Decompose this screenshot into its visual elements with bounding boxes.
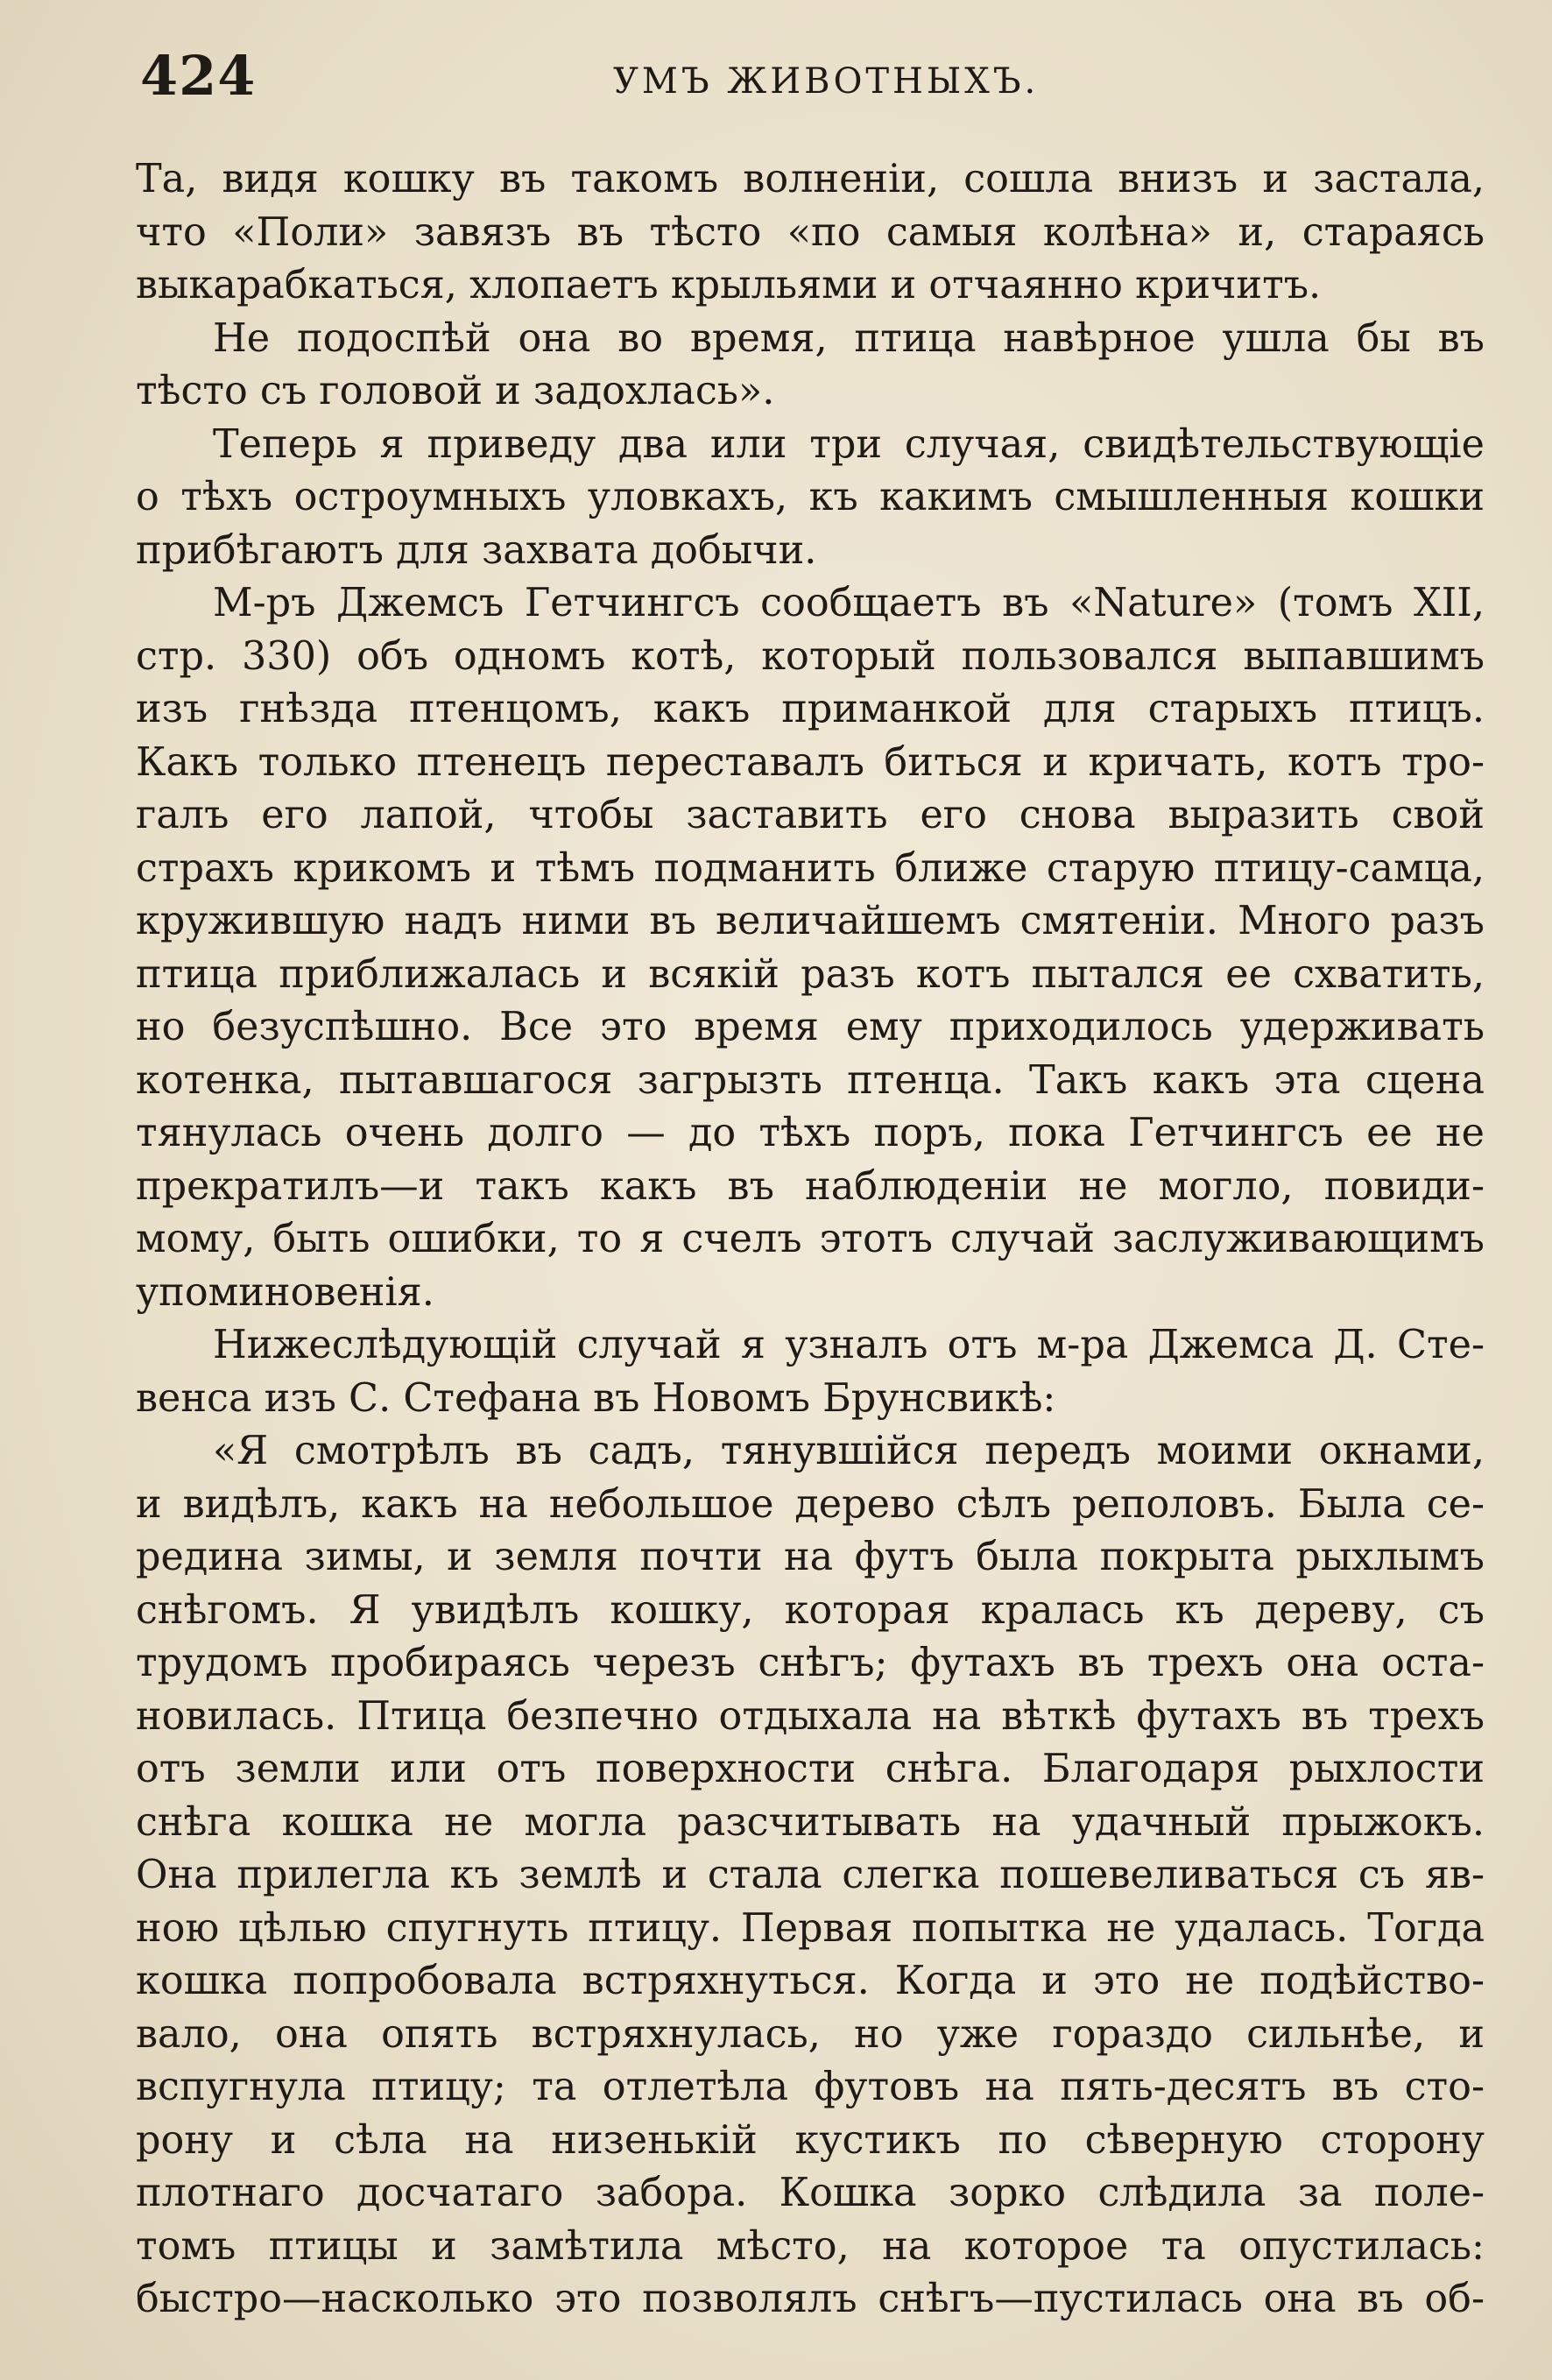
text-line: котенка, пытавшагося загрызть птенца. Такъ какъ эта сцена (136, 1057, 1485, 1103)
page-header (140, 35, 1480, 114)
text-line: кошка попробовала встряхнуться. Когда и это не подѣйство- (136, 1959, 1485, 2003)
text-line: Не подоспѣй она во время, птица навѣрное ушла бы въ (213, 315, 1485, 361)
text-line: новилась. Птица безпечно отдыхала на вѣткѣ футахъ въ трехъ (136, 1693, 1485, 1739)
text-line: венса изъ С. Стефана въ Новомъ Брунсвикѣ: (136, 1375, 1056, 1421)
text-line: М-ръ Джемсъ Гетчингсъ сообщаетъ въ «Nature» (томъ XII, (213, 581, 1485, 625)
text-line: плотнаго досчатаго забора. Кошка зорко слѣдила за поле- (136, 2171, 1485, 2215)
text-line: снѣга кошка не могла разсчитывать на удачный прыжокъ. (136, 1799, 1485, 1845)
text-line: прибѣгаютъ для захвата добычи. (136, 527, 817, 573)
text-line: выкарабкаться, хлопаетъ крыльями и отчаянно кричитъ. (136, 263, 1322, 307)
text-line: страхъ крикомъ и тѣмъ подманить ближе старую птицу-самца, (136, 845, 1485, 891)
text-line: вспугнула птицу; та отлетѣла футовъ на пять-десятъ въ сто- (136, 2065, 1485, 2109)
text-line: ною цѣлью спугнуть птицу. Первая попытка не удалась. Тогда (136, 1905, 1485, 1951)
body-text (136, 153, 1485, 2327)
text-line: птица приближалась и всякiй разъ котъ пытался ее схватить, (136, 951, 1485, 997)
text-line: о тѣхъ остроумныхъ уловкахъ, къ какимъ смышленныя кошки (136, 475, 1485, 519)
text-line: снѣгомъ. Я увидѣлъ кошку, которая кралась къ дереву, съ (136, 1587, 1485, 1633)
page-number: 424 (140, 44, 257, 108)
text-line: отъ земли или отъ поверхности снѣга. Благодаря рыхлости (136, 1747, 1485, 1791)
text-line: изъ гнѣзда птенцомъ, какъ приманкой для старыхъ птицъ. (136, 687, 1485, 731)
text-line: что «Поли» завязъ въ тѣсто «по самыя колѣна» и, стараясь (136, 209, 1485, 255)
text-line: тѣсто съ головой и задохлась». (136, 369, 775, 413)
text-line: Та, видя кошку въ такомъ волненiи, сошла внизъ и застала, (136, 157, 1485, 201)
text-line: Нижеслѣдующiй случай я узналъ отъ м-ра Джемса Д. Сте- (213, 1323, 1485, 1367)
text-line: редина зимы, и земля почти на футъ была покрыта рыхлымъ (136, 1535, 1485, 1579)
text-line: Теперь я приведу два или три случая, свидѣтельствующiе (213, 421, 1485, 467)
text-line: вало, она опять встряхнулась, но уже гораздо сильнѣе, и (136, 2011, 1485, 2057)
text-line: но безуспѣшно. Все это время ему приходилось удерживать (136, 1005, 1485, 1049)
text-line: рону и сѣла на низенькiй кустикъ по сѣверную сторону (136, 2117, 1485, 2163)
text-line: быстро—насколько это позволялъ снѣгъ—пустилась она въ об- (136, 2277, 1485, 2321)
text-line: Какъ только птенецъ переставалъ биться и кричать, котъ тро- (136, 739, 1485, 785)
text-line: трудомъ пробираясь черезъ снѣгъ; футахъ въ трехъ она оста- (136, 1641, 1485, 1685)
text-line: «Я смотрѣлъ въ садъ, тянувшiйся передъ моими окнами, (213, 1429, 1485, 1473)
text-line: кружившую надъ ними въ величайшемъ смятенiи. Много разъ (136, 899, 1485, 943)
text-line: Она прилегла къ землѣ и стала слегка пошевеливаться съ яв- (136, 1853, 1485, 1897)
text-line: галъ его лапой, чтобы заставить его снова выразить свой (136, 793, 1485, 837)
text-line: мому, быть ошибки, то я счелъ этотъ случай заслуживающимъ (136, 1217, 1485, 1261)
text-line: томъ птицы и замѣтила мѣсто, на которое та опустилась: (136, 2223, 1485, 2269)
text-line: прекратилъ—и такъ какъ въ наблюденiи не могло, повиди- (136, 1163, 1485, 1209)
text-line: стр. 330) объ одномъ котѣ, который пользовался выпавшимъ (136, 633, 1485, 679)
running-head: УМЪ ЖИВОТНЫХЪ. (613, 61, 1040, 102)
text-line: упоминовенiя. (136, 1269, 434, 1315)
text-line: и видѣлъ, какъ на небольшое дерево сѣлъ реполовъ. Была се- (136, 1481, 1485, 1527)
text-line: тянулась очень долго — до тѣхъ поръ, пока Гетчингсъ ее не (136, 1111, 1485, 1155)
